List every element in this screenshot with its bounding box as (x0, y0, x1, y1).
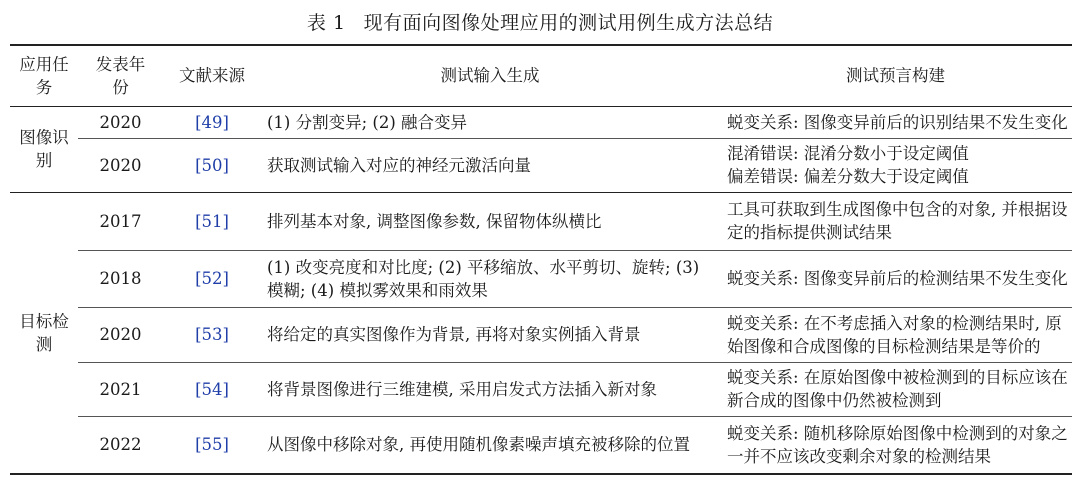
ref-link[interactable]: [53] (163, 307, 261, 362)
input-cell: 将背景图像进行三维建模, 采用启发式方法插入新对象 (261, 362, 719, 416)
ref-link[interactable]: [49] (163, 106, 261, 138)
header-year: 发表年份 (78, 45, 163, 106)
year-cell: 2022 (78, 416, 163, 474)
summary-table (10, 44, 1072, 475)
table-row (10, 250, 1072, 307)
header-row (10, 45, 1072, 106)
header-ref: 文献来源 (163, 45, 261, 106)
task-cell: 目标检测 (10, 192, 78, 474)
year-cell: 2021 (78, 362, 163, 416)
ref-link[interactable]: [55] (163, 416, 261, 474)
table-row (10, 106, 1072, 138)
year-cell: 2020 (78, 307, 163, 362)
year-cell: 2020 (78, 138, 163, 192)
input-cell: (1) 分割变异; (2) 融合变异 (261, 106, 719, 138)
oracle-cell: 蜕变关系: 图像变异前后的识别结果不发生变化 (719, 106, 1072, 138)
ref-link[interactable]: [51] (163, 192, 261, 250)
header-task: 应用任务 (10, 45, 78, 106)
oracle-cell: 混淆错误: 混淆分数小于设定阈值 偏差错误: 偏差分数大于设定阈值 (719, 138, 1072, 192)
header-oracle: 测试预言构建 (719, 45, 1072, 106)
task-cell: 图像识别 (10, 106, 78, 192)
input-cell: 将给定的真实图像作为背景, 再将对象实例插入背景 (261, 307, 719, 362)
ref-link[interactable]: [54] (163, 362, 261, 416)
table-row (10, 307, 1072, 362)
oracle-cell: 蜕变关系: 在原始图像中被检测到的目标应该在新合成的图像中仍然被检测到 (719, 362, 1072, 416)
table-row (10, 138, 1072, 192)
year-cell: 2018 (78, 250, 163, 307)
ref-link[interactable]: [50] (163, 138, 261, 192)
table-row (10, 416, 1072, 474)
oracle-cell: 工具可获取到生成图像中包含的对象, 并根据设定的指标提供测试结果 (719, 192, 1072, 250)
input-cell: (1) 改变亮度和对比度; (2) 平移缩放、水平剪切、旋转; (3) 模糊; (4) 模拟雾效果和雨效果 (261, 250, 719, 307)
oracle-cell: 蜕变关系: 在不考虑插入对象的检测结果时, 原始图像和合成图像的目标检测结果是等价的 (719, 307, 1072, 362)
table-title: 现有面向图像处理应用的测试用例生成方法总结 (363, 12, 774, 34)
year-cell: 2017 (78, 192, 163, 250)
table-row (10, 362, 1072, 416)
input-cell: 从图像中移除对象, 再使用随机像素噪声填充被移除的位置 (261, 416, 719, 474)
oracle-cell: 蜕变关系: 图像变异前后的检测结果不发生变化 (719, 250, 1072, 307)
table-row (10, 192, 1072, 250)
header-input: 测试输入生成 (261, 45, 719, 106)
input-cell: 获取测试输入对应的神经元激活向量 (261, 138, 719, 192)
table-number: 表 1 (306, 12, 346, 34)
input-cell: 排列基本对象, 调整图像参数, 保留物体纵横比 (261, 192, 719, 250)
year-cell: 2020 (78, 106, 163, 138)
oracle-cell: 蜕变关系: 随机移除原始图像中检测到的对象之一并不应该改变剩余对象的检测结果 (719, 416, 1072, 474)
ref-link[interactable]: [52] (163, 250, 261, 307)
table-caption (0, 8, 1080, 35)
